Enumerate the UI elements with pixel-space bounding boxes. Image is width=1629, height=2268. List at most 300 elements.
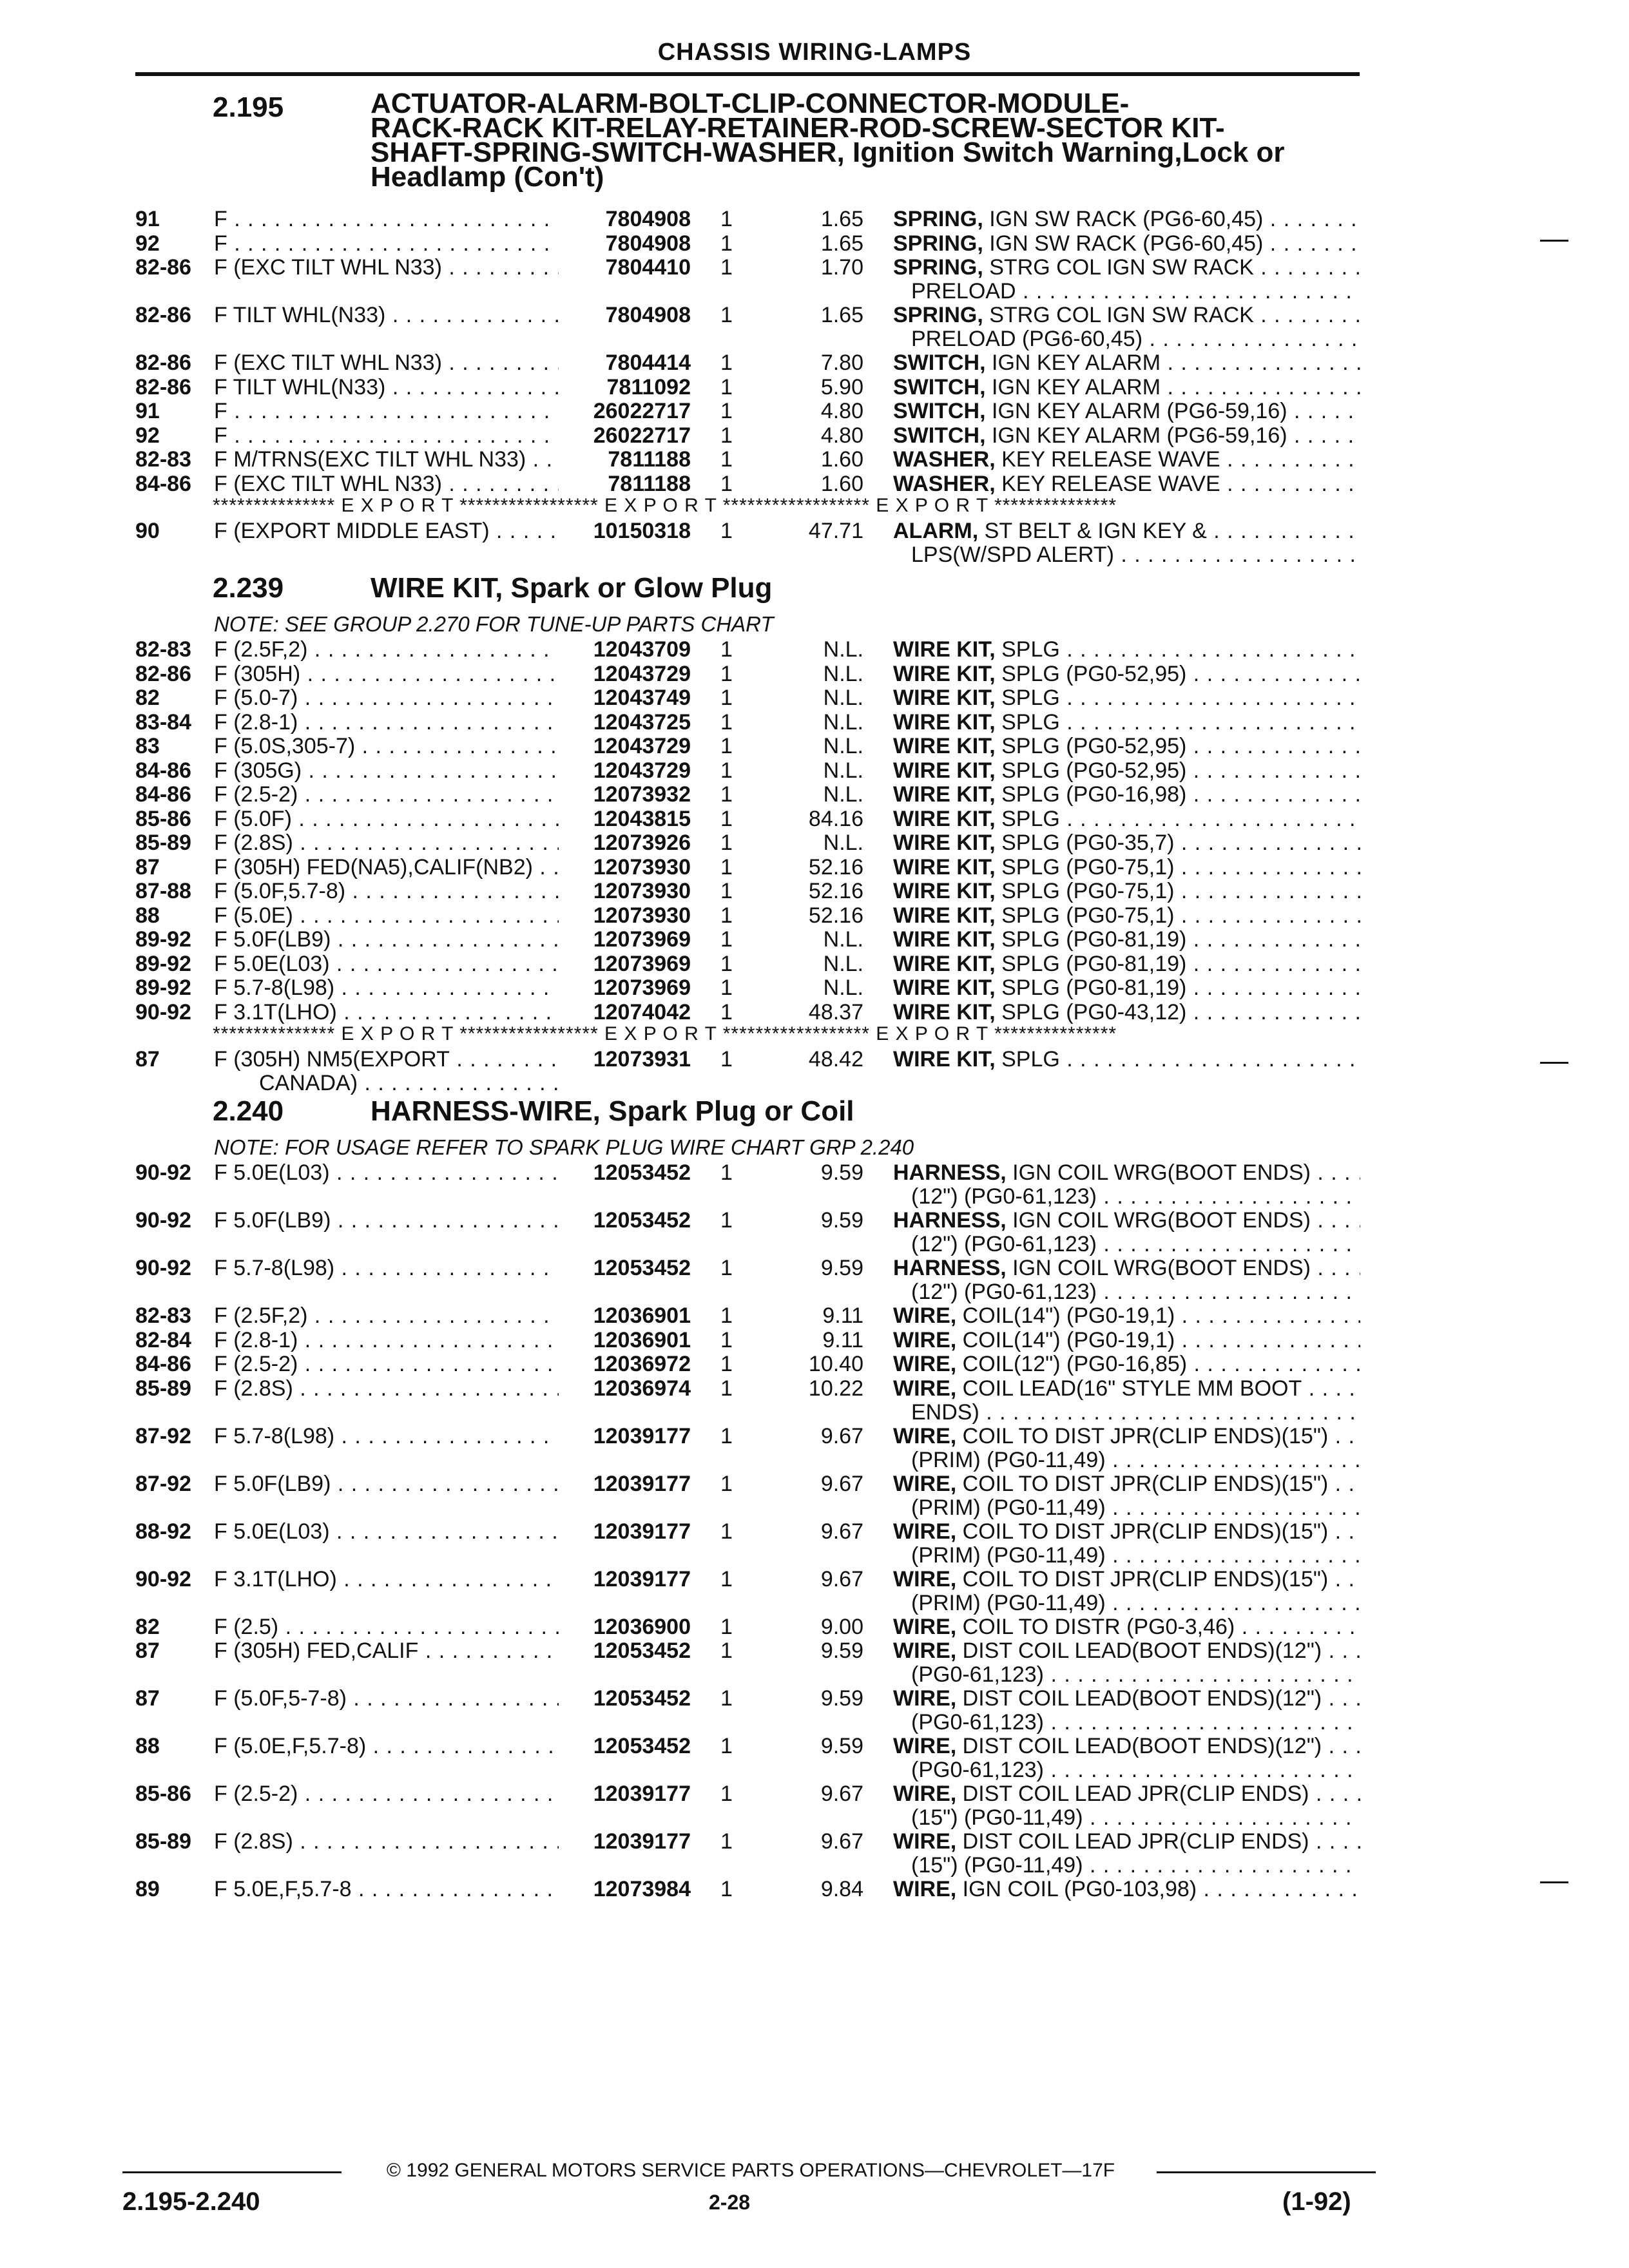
model-year: 87 — [135, 854, 160, 879]
usage-description — [214, 686, 559, 710]
part-name — [893, 1209, 1360, 1256]
part-name-detail: COIL(12") (PG0-16,85) — [956, 1352, 1188, 1376]
usage-text: F (EXPORT MIDDLE EAST) . . . — [214, 519, 559, 543]
usage-description — [214, 831, 559, 855]
part-name — [893, 1782, 1360, 1830]
part-name-line — [893, 1615, 1360, 1639]
part-name-continued: ENDS) . . . — [893, 1401, 1360, 1425]
usage-description — [214, 1568, 559, 1591]
table-row — [0, 1256, 1629, 1304]
usage-text: F (2.5-2) . . . — [214, 1782, 559, 1806]
usage-description — [214, 207, 559, 231]
part-name-noun: WIRE KIT, — [893, 710, 996, 735]
model-year: 87-92 — [135, 1423, 191, 1448]
usage-description — [214, 519, 559, 543]
part-name-continued: (12") (PG0-61,123) . . . — [893, 1233, 1360, 1256]
part-name-detail: SPLG (PG0-43,12) — [995, 1000, 1187, 1024]
quantity: 1 — [720, 423, 733, 448]
model-year: 87-92 — [135, 1471, 191, 1496]
section-number: 2.195 — [213, 91, 284, 123]
usage-description — [214, 1878, 559, 1901]
part-name — [893, 472, 1360, 496]
model-year: 84-86 — [135, 782, 191, 807]
usage-text: F 5.0E(L03) . . . — [214, 952, 559, 976]
usage-description — [214, 1256, 559, 1280]
price: 1.70 — [820, 255, 863, 280]
quantity: 1 — [720, 471, 733, 496]
model-year: 82-84 — [135, 1327, 191, 1352]
usage-description — [214, 711, 559, 735]
usage-text: F 5.7-8(L98) . . . — [214, 1256, 559, 1280]
part-name-detail: DIST COIL LEAD(BOOT ENDS)(12") — [956, 1735, 1322, 1758]
usage-description — [214, 1687, 559, 1711]
model-year: 87 — [135, 1639, 160, 1663]
part-name-line — [893, 207, 1360, 231]
part-name — [893, 1472, 1360, 1520]
part-name-line — [893, 662, 1360, 686]
usage-text: F (EXC TILT WHL N33) . . . — [214, 351, 559, 375]
part-number: 12039177 — [593, 1423, 691, 1448]
part-name — [893, 735, 1360, 758]
price: N.L. — [823, 831, 863, 855]
usage-description — [214, 1425, 559, 1448]
part-name-line — [893, 1048, 1360, 1072]
part-name-continued: (PG0-61,123) . . . — [893, 1663, 1360, 1687]
part-name — [893, 1615, 1360, 1639]
part-name-continued: (15") (PG0-11,49) . . . — [893, 1854, 1360, 1878]
part-name-detail: DIST COIL LEAD JPR(CLIP ENDS) — [956, 1782, 1309, 1806]
part-name-detail: SPLG (PG0-75,1) — [995, 879, 1175, 903]
usage-description — [214, 399, 559, 423]
usage-description — [214, 1329, 559, 1352]
part-number: 12036900 — [593, 1614, 691, 1639]
usage-description — [214, 783, 559, 807]
part-number: 7804908 — [605, 207, 691, 231]
price: 1.65 — [820, 231, 863, 256]
part-name — [893, 976, 1360, 1000]
part-name-detail: SPLG (PG0-35,7) — [995, 831, 1175, 855]
part-name — [893, 904, 1360, 928]
part-number: 12036974 — [593, 1376, 691, 1401]
part-name — [893, 856, 1360, 879]
model-year: 85-89 — [135, 1829, 191, 1854]
usage-text: F 5.7-8(L98) . . . — [214, 976, 559, 1000]
part-name-detail: COIL LEAD(16" STYLE MM BOOT — [956, 1376, 1302, 1401]
quantity: 1 — [720, 255, 733, 280]
price: 52.16 — [808, 879, 863, 903]
usage-description — [214, 1735, 559, 1758]
footer-copyright: © 1992 GENERAL MOTORS SERVICE PARTS OPERATIONS—CHEVROLET—17F — [386, 2160, 1115, 2181]
usage-description — [214, 735, 559, 758]
usage-description — [214, 952, 559, 976]
price: 9.84 — [820, 1877, 863, 1901]
part-name-noun: WIRE KIT, — [893, 879, 996, 903]
part-number: 12036972 — [593, 1352, 691, 1376]
model-year: 90 — [135, 519, 160, 543]
price: 48.42 — [808, 1047, 863, 1072]
part-name-detail: SPLG — [995, 638, 1060, 662]
part-name-detail: ST BELT & IGN KEY & — [978, 519, 1207, 543]
part-name-noun: SWITCH, — [893, 351, 986, 375]
part-name-noun: WIRE KIT, — [893, 976, 996, 1000]
part-name-noun: WASHER, — [893, 472, 996, 496]
usage-description — [214, 1048, 559, 1095]
part-name-noun: HARNESS, — [893, 1161, 1007, 1185]
part-name — [893, 662, 1360, 686]
part-name — [893, 1568, 1360, 1615]
usage-text: F . . . — [214, 424, 559, 448]
price: 4.80 — [820, 423, 863, 448]
model-year: 88 — [135, 903, 160, 928]
model-year: 87-88 — [135, 879, 191, 903]
part-name-noun: WIRE, — [893, 1424, 957, 1448]
part-number: 12073969 — [593, 927, 691, 952]
part-name — [893, 256, 1360, 303]
usage-text: F 5.0F(LB9) . . . — [214, 928, 559, 952]
part-name-noun: WIRE KIT, — [893, 758, 996, 783]
part-name-noun: HARNESS, — [893, 1256, 1007, 1280]
model-year: 90-92 — [135, 1160, 191, 1185]
part-number: 12043709 — [593, 637, 691, 662]
table-row — [0, 1568, 1629, 1615]
part-name-line — [893, 351, 1360, 375]
model-year: 89-92 — [135, 927, 191, 952]
usage-text: F (305H) . . . — [214, 662, 559, 686]
part-name — [893, 1352, 1360, 1376]
part-name — [893, 831, 1360, 855]
part-number: 12043749 — [593, 686, 691, 710]
part-name-noun: WIRE KIT, — [893, 831, 996, 855]
part-name-line — [893, 1352, 1360, 1376]
part-name-detail: IGN KEY ALARM — [985, 351, 1161, 375]
model-year: 84-86 — [135, 1352, 191, 1376]
part-name — [893, 1304, 1360, 1328]
part-name — [893, 1639, 1360, 1687]
model-year: 88 — [135, 1734, 160, 1758]
price: 9.67 — [820, 1566, 863, 1591]
model-year: 89-92 — [135, 975, 191, 1000]
part-name-line — [893, 1161, 1360, 1185]
part-name-detail: KEY RELEASE WAVE — [995, 448, 1220, 472]
table-row — [0, 1425, 1629, 1472]
usage-text: F TILT WHL(N33) . . . — [214, 303, 559, 327]
table-row — [0, 1735, 1629, 1782]
part-name-line — [893, 1878, 1360, 1901]
part-name — [893, 1425, 1360, 1472]
part-number: 12073930 — [593, 879, 691, 903]
part-name-noun: WIRE, — [893, 1352, 957, 1376]
model-year: 92 — [135, 231, 160, 256]
part-name-continued: PRELOAD . . . — [893, 280, 1360, 303]
quantity: 1 — [720, 1256, 733, 1280]
part-number: 12053452 — [593, 1686, 691, 1711]
part-name — [893, 1256, 1360, 1304]
usage-text: F (2.8-1) . . . — [214, 711, 559, 735]
part-name-detail: SPLG — [995, 1048, 1060, 1072]
part-name-continued: (12") (PG0-61,123) . . . — [893, 1280, 1360, 1304]
part-name-detail: DIST COIL LEAD(BOOT ENDS)(12") — [956, 1639, 1322, 1663]
part-name-noun: WIRE, — [893, 1304, 957, 1328]
part-number: 12073926 — [593, 831, 691, 855]
section-title: HARNESS-WIRE, Spark Plug or Coil — [371, 1095, 854, 1127]
part-name — [893, 207, 1360, 231]
part-number: 12043729 — [593, 758, 691, 783]
part-name-detail: IGN KEY ALARM (PG6-59,16) — [985, 399, 1287, 423]
usage-text: F 5.7-8(L98) . . . — [214, 1425, 559, 1448]
table-row — [0, 1048, 1629, 1095]
usage-description — [214, 448, 559, 472]
price: 1.60 — [820, 447, 863, 472]
part-name-line — [893, 424, 1360, 448]
model-year: 82-86 — [135, 351, 191, 375]
part-name-detail: SPLG — [995, 710, 1060, 735]
part-name-noun: WIRE KIT, — [893, 662, 996, 686]
part-number: 7804908 — [605, 231, 691, 256]
part-name-noun: WIRE, — [893, 1519, 957, 1544]
usage-text: F . . . — [214, 399, 559, 423]
usage-description — [214, 638, 559, 662]
usage-text: F 5.0F(LB9) . . . — [214, 1472, 559, 1496]
part-number: 12053452 — [593, 1639, 691, 1663]
usage-description — [214, 256, 559, 280]
price: N.L. — [823, 661, 863, 686]
part-name-detail: STRG COL IGN SW RACK — [983, 303, 1254, 327]
section-note: NOTE: SEE GROUP 2.270 FOR TUNE-UP PARTS CHART — [214, 612, 774, 636]
part-name — [893, 1161, 1360, 1209]
usage-text: F (5.0-7) . . . — [214, 686, 559, 710]
part-name-continued: (PRIM) (PG0-11,49) . . . — [893, 1448, 1360, 1472]
usage-text: F (305H) FED(NA5),CALIF(NB2) . . . — [214, 856, 559, 879]
model-year: 84-86 — [135, 758, 191, 783]
part-name-line — [893, 879, 1360, 903]
part-name-line — [893, 856, 1360, 879]
margin-mark — [1540, 1062, 1568, 1064]
part-number: 12043815 — [593, 806, 691, 831]
part-name-noun: WIRE KIT, — [893, 638, 996, 662]
part-name — [893, 1878, 1360, 1901]
part-name-detail: COIL TO DISTR (PG0-3,46) — [956, 1615, 1235, 1639]
part-name-line — [893, 1568, 1360, 1591]
margin-mark — [1540, 1881, 1568, 1883]
quantity: 1 — [720, 1566, 733, 1591]
part-name — [893, 879, 1360, 903]
model-year: 90-92 — [135, 999, 191, 1024]
table-row — [0, 1639, 1629, 1687]
part-name-continued: LPS(W/SPD ALERT) . . . — [893, 543, 1360, 567]
part-number: 12053452 — [593, 1160, 691, 1185]
part-name — [893, 351, 1360, 375]
part-number: 12039177 — [593, 1782, 691, 1806]
part-name-noun: SPRING, — [893, 231, 983, 256]
part-name-detail: SPLG (PG0-52,95) — [995, 735, 1187, 758]
part-name-noun: SWITCH, — [893, 423, 986, 448]
part-name-detail: IGN COIL WRG(BOOT ENDS) — [1006, 1161, 1311, 1185]
part-name-line — [893, 1001, 1360, 1024]
quantity: 1 — [720, 1519, 733, 1544]
usage-description — [214, 807, 559, 831]
price: 52.16 — [808, 903, 863, 928]
model-year: 82-83 — [135, 447, 191, 472]
price: 9.67 — [820, 1423, 863, 1448]
part-name-noun: WIRE KIT, — [893, 1000, 996, 1024]
part-number: 12036901 — [593, 1327, 691, 1352]
quantity: 1 — [720, 1160, 733, 1185]
table-row — [0, 1161, 1629, 1209]
part-name-line — [893, 735, 1360, 758]
part-name-detail: IGN KEY ALARM (PG6-59,16) — [985, 423, 1287, 448]
price: 7.80 — [820, 351, 863, 375]
part-name-detail: STRG COL IGN SW RACK — [983, 256, 1254, 280]
part-name-noun: WIRE KIT, — [893, 928, 996, 952]
usage-description — [214, 1782, 559, 1806]
quantity: 1 — [720, 927, 733, 952]
part-name-noun: WIRE, — [893, 1735, 957, 1758]
quantity: 1 — [720, 1829, 733, 1854]
usage-text: F (5.0E,F,5.7-8) . . . — [214, 1735, 559, 1758]
part-name-line — [893, 686, 1360, 710]
price: 52.16 — [808, 854, 863, 879]
section-title: WIRE KIT, Spark or Glow Plug — [371, 572, 773, 604]
price: 9.59 — [820, 1734, 863, 1758]
price: 9.59 — [820, 1639, 863, 1663]
quantity: 1 — [720, 734, 733, 758]
margin-mark — [1540, 240, 1568, 242]
usage-description — [214, 1520, 559, 1544]
part-name-line — [893, 904, 1360, 928]
model-year: 85-86 — [135, 1782, 191, 1806]
quantity: 1 — [720, 1376, 733, 1401]
part-number: 12053452 — [593, 1256, 691, 1280]
usage-text: F (305G) . . . — [214, 759, 559, 783]
usage-description — [214, 1161, 559, 1185]
part-name-detail: IGN COIL (PG0-103,98) — [956, 1878, 1197, 1901]
usage-description — [214, 928, 559, 952]
part-name-detail: IGN SW RACK (PG6-60,45) — [983, 231, 1264, 256]
section-number: 2.239 — [213, 572, 284, 604]
part-number: 7811092 — [606, 374, 691, 399]
model-year: 91 — [135, 399, 160, 423]
section-number: 2.240 — [213, 1095, 284, 1127]
part-name-line — [893, 399, 1360, 423]
part-number: 12073931 — [593, 1047, 691, 1072]
part-name-detail: SPLG (PG0-52,95) — [995, 662, 1187, 686]
table-row — [0, 1377, 1629, 1425]
part-number: 12073930 — [593, 903, 691, 928]
part-name-noun: HARNESS, — [893, 1209, 1007, 1233]
usage-text: F (2.8S) . . . — [214, 1830, 559, 1854]
model-year: 82 — [135, 1614, 160, 1639]
quantity: 1 — [720, 1047, 733, 1072]
part-name-continued: (15") (PG0-11,49) . . . — [893, 1806, 1360, 1830]
model-year: 83 — [135, 734, 160, 758]
part-name-noun: WIRE KIT, — [893, 855, 996, 879]
part-name-line — [893, 448, 1360, 472]
part-name — [893, 1735, 1360, 1782]
usage-description — [214, 759, 559, 783]
price: N.L. — [823, 951, 863, 976]
page-header: CHASSIS WIRING-LAMPS — [657, 39, 972, 66]
part-name — [893, 928, 1360, 952]
part-number: 7811188 — [608, 447, 691, 472]
model-year: 85-89 — [135, 1376, 191, 1401]
usage-text: F (5.0F,5.7-8) . . . — [214, 879, 559, 903]
part-name-detail: SPLG (PG0-81,19) — [995, 952, 1187, 976]
part-name — [893, 783, 1360, 807]
part-name-line — [893, 256, 1360, 280]
usage-text: F (5.0S,305-7) . . . — [214, 735, 559, 758]
usage-description — [214, 904, 559, 928]
quantity: 1 — [720, 447, 733, 472]
part-number: 12073932 — [593, 782, 691, 807]
table-row — [0, 1520, 1629, 1568]
usage-text: F 5.0E,F,5.7-8 . . . — [214, 1878, 559, 1901]
usage-text: F 5.0F(LB9) . . . — [214, 1209, 559, 1233]
part-number: 12053452 — [593, 1208, 691, 1233]
part-name-detail: SPLG (PG0-75,1) — [995, 855, 1175, 879]
part-name-line — [893, 928, 1360, 952]
part-name-line — [893, 1520, 1360, 1544]
usage-text: F TILT WHL(N33) . . . — [214, 376, 559, 399]
part-name — [893, 638, 1360, 662]
quantity: 1 — [720, 903, 733, 928]
part-name-continued: PRELOAD (PG6-60,45) . . . — [893, 327, 1360, 351]
table-row — [0, 303, 1629, 351]
part-number: 7804908 — [605, 303, 691, 327]
part-name — [893, 303, 1360, 351]
price: 9.67 — [820, 1519, 863, 1544]
quantity: 1 — [720, 879, 733, 903]
quantity: 1 — [720, 686, 733, 710]
part-name — [893, 1687, 1360, 1735]
model-year: 85-86 — [135, 806, 191, 831]
price: 9.59 — [820, 1686, 863, 1711]
part-name-noun: WIRE KIT, — [893, 735, 996, 758]
usage-text: F (2.8-1) . . . — [214, 1329, 559, 1352]
model-year: 82 — [135, 686, 160, 710]
price: N.L. — [823, 782, 863, 807]
footer-section-range: 2.195-2.240 — [122, 2187, 260, 2216]
model-year: 84-86 — [135, 471, 191, 496]
usage-text: F . . . — [214, 207, 559, 231]
model-year: 82-86 — [135, 255, 191, 280]
model-year: 89-92 — [135, 951, 191, 976]
part-number: 12043725 — [593, 709, 691, 735]
part-name-detail: COIL TO DIST JPR(CLIP ENDS)(15") — [956, 1424, 1329, 1448]
model-year: 85-89 — [135, 831, 191, 855]
price: N.L. — [823, 927, 863, 952]
usage-description — [214, 1304, 559, 1328]
part-name-continued: (PG0-61,123) . . . — [893, 1758, 1360, 1782]
quantity: 1 — [720, 806, 733, 831]
part-name-noun: WIRE, — [893, 1328, 957, 1352]
part-name-noun: SWITCH, — [893, 375, 986, 399]
usage-text: F (5.0F) . . . — [214, 807, 559, 831]
quantity: 1 — [720, 1208, 733, 1233]
part-name-noun: WIRE KIT, — [893, 903, 996, 928]
price: 4.80 — [820, 399, 863, 423]
price: N.L. — [823, 709, 863, 735]
part-name-detail: IGN SW RACK (PG6-60,45) — [983, 207, 1264, 231]
model-year: 92 — [135, 423, 160, 448]
quantity: 1 — [720, 1471, 733, 1496]
price: N.L. — [823, 734, 863, 758]
part-name-line — [893, 303, 1360, 327]
usage-text: F (5.0F,5-7-8) . . . — [214, 1687, 559, 1711]
part-name-line — [893, 831, 1360, 855]
part-name-detail: IGN KEY ALARM — [985, 375, 1161, 399]
part-name-noun: WIRE, — [893, 1639, 957, 1663]
part-number: 12039177 — [593, 1519, 691, 1544]
